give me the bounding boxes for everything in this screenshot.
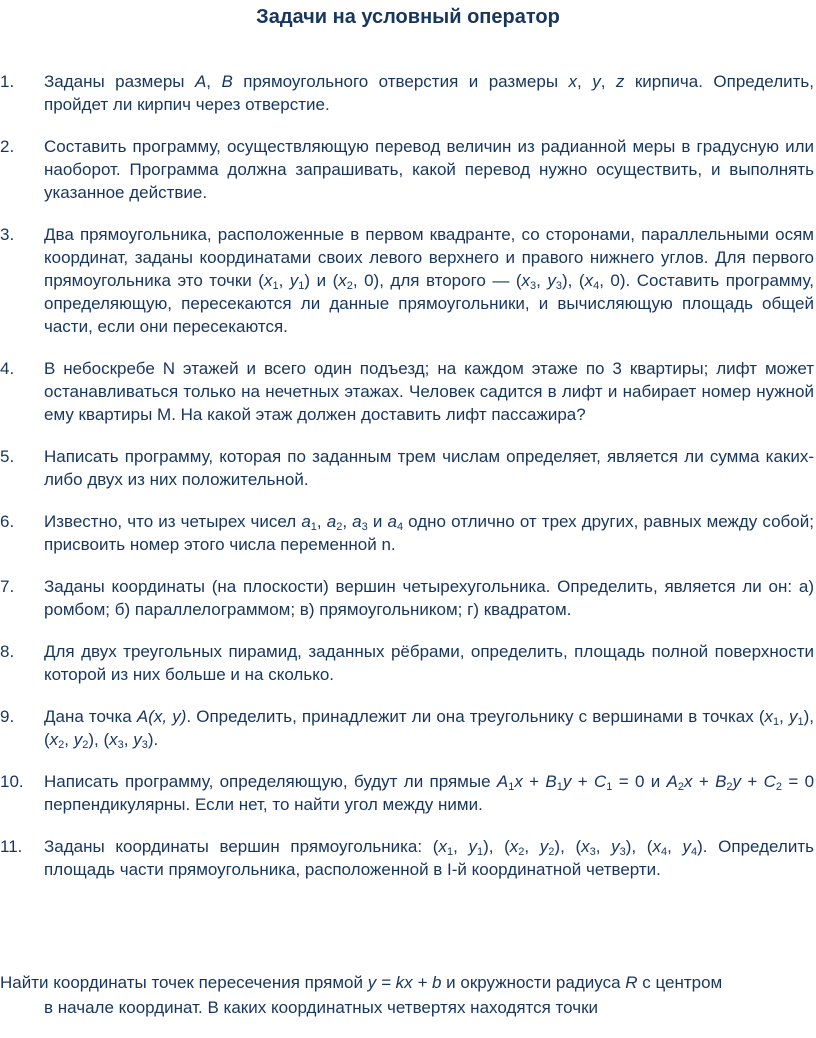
task-text: В небоскребе N этажей и всего один подъезд; на каждом этаже по 3 квартиры; лифт может останавливаться только на нечетных этажах. Человек садится в лифт и набирает номер нужной ему квартиры М. На какой этаж должен доставить лифт пассажира? — [44, 359, 814, 424]
task-item — [0, 445, 816, 491]
task-text: Дана точка A(x, y). Определить, принадлежит ли она треугольнику с вершинами в точках ($x_1$, $y_1$), ($x_2$, $y_2$), ($x_3$, $y_3$). — [44, 707, 815, 751]
task-number: 4. — [0, 359, 15, 378]
task-item — [0, 835, 816, 881]
task-text: Заданы координаты (на плоскости) вершин четырехугольника. Определить, является ли он: а) ромбом; б) параллелограммом; в) прямоугольником; г) квадратом. — [44, 577, 814, 619]
task-number: 6. — [0, 512, 15, 531]
task-text: Заданы размеры A, B прямоугольного отверстия и размеры x, y, z кирпича. Определить, пройдет ли кирпич через отверстие. — [44, 72, 814, 114]
task-item — [0, 640, 816, 686]
extra-task-line-2: в начале координат. В каких координатных четвертях находятся точки — [44, 998, 599, 1017]
task-number: 9. — [0, 707, 15, 726]
task-number: 3. — [0, 225, 15, 244]
task-item — [0, 575, 816, 621]
task-item — [0, 357, 816, 426]
task-text: Написать программу, которая по заданным трем числам определяет, является ли сумма каких-либо двух из них положительной. — [44, 447, 814, 489]
extra-task-line-1: Найти координаты точек пересечения прямой y = kx + b и окружности радиуса R с центром — [0, 973, 723, 992]
task-number: 7. — [0, 577, 15, 596]
task-item — [0, 70, 816, 116]
task-item — [0, 705, 816, 751]
task-item — [0, 135, 816, 204]
task-item — [0, 770, 816, 816]
task-item — [0, 510, 816, 556]
task-item — [0, 223, 816, 338]
task-number: 8. — [0, 642, 15, 661]
extra-task — [0, 970, 814, 1020]
task-number: 11. — [0, 837, 23, 856]
task-text: Написать программу, определяющую, будут ли прямые $A_1x + B_1y + C_1 = 0$ и $A_2x + B_2y + C_2 = 0$ перпендикулярны. Если нет, то найти угол между ними. — [44, 772, 815, 814]
task-text: Составить программу, осуществляющую перевод величин из радианной меры в градусную или наоборот. Программа должна запрашивать, какой перевод нужно осуществить, и выполнять указанное действие. — [44, 137, 814, 202]
task-text: Заданы координаты вершин прямоугольника: ($x_1$, $y_1$), ($x_2$, $y_2$), ($x_3$, $y_3$), ($x_4$, $y_4$). Определить площадь части прямоугольника, расположенной в I-й координатной четверти. — [44, 837, 814, 879]
task-number: 2. — [0, 137, 15, 156]
task-text: Для двух треугольных пирамид, заданных рёбрами, определить, площадь полной поверхности которой из них больше и на сколько. — [44, 642, 814, 684]
task-list — [0, 70, 816, 900]
task-number: 5. — [0, 447, 15, 466]
task-text: Известно, что из четырех чисел $a_1$, $a_2$, $a_3$ и $a_4$ одно отлично от трех других, равных между собой; присвоить номер этого числа переменной n. — [44, 512, 814, 554]
task-number: 1. — [0, 72, 15, 91]
task-text: Два прямоугольника, расположенные в первом квадранте, со сторонами, параллельными осям координат, заданы координатами своих левого верхнего и правого нижнего углов. Для первого прямоугольника это точки ($x_1$, $y_1$) и ($x_2$, 0), для второго — ($x_3$, $y_3$), ($x_4$, 0). Составить программу, определяющую, пересекаются ли данные прямоугольники, и вычисляющую площадь общей части, если они пересекаются. — [44, 225, 815, 336]
task-number: 10. — [0, 772, 24, 791]
page-title: Задачи на условный оператор — [256, 6, 560, 28]
